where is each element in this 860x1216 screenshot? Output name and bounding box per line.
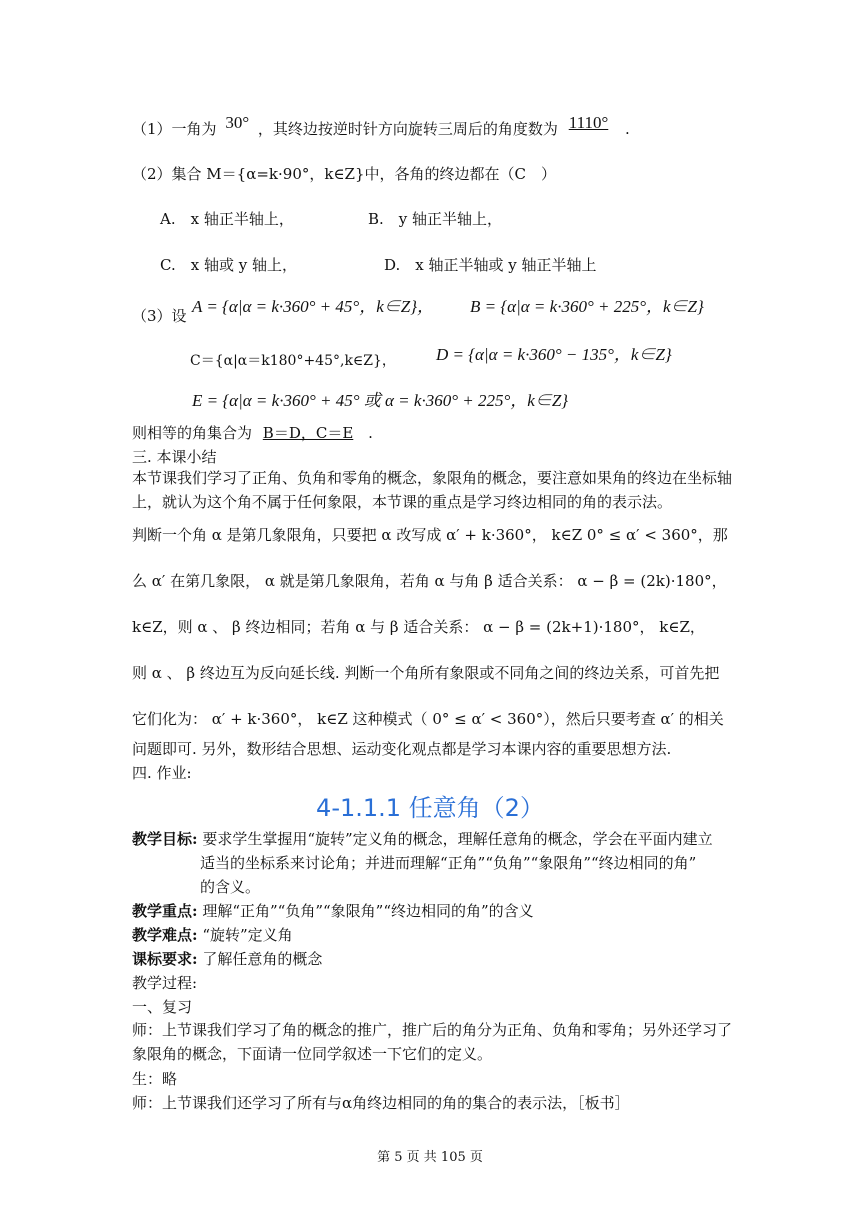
requirements-text: 了解任意角的概念 [202, 950, 323, 968]
question-1 [132, 113, 630, 139]
lesson-title: 4-1.1.1 任意角（2） [316, 794, 544, 822]
q2-option-b: B. y 轴正半轴上， [368, 210, 503, 228]
difficulties-label: 教学难点: [132, 926, 198, 944]
summary-line-5: 它们化为： α′ + k·360°， k∈Z 这种模式（ 0° ≤ α′ < 360°），然后只要考查 α′ 的相关 [132, 710, 724, 728]
goals-text-2: 适当的坐标系来讨论角；并进而理解“正角”“负角”“象限角”“终边相同的角” [200, 854, 697, 872]
question-2: （2）集合 M＝{α=k·90°，k∈Z}中，各角的终边都在（C ） [132, 165, 556, 183]
teaching-goals [132, 828, 713, 849]
goals-text: 要求学生掌握用“旋转”定义角的概念，理解任意角的概念，学会在平面内建立 [202, 830, 713, 848]
teacher-line-2: 师：上节课我们还学习了所有与α角终边相同的角的集合的表示法，［板书］ [132, 1094, 630, 1112]
summary-line-3: k∈Z，则 α 、 β 终边相同；若角 α 与 β 适合关系： α − β = (2k+1)·180°， k∈Z， [132, 618, 705, 636]
requirements-label: 课标要求: [132, 950, 198, 968]
teaching-difficulties [132, 924, 293, 945]
q2-option-d: D. x 轴正半轴或 y 轴正半轴上 [384, 256, 597, 274]
teaching-key-points [132, 900, 534, 921]
set-a: A = {α|α = k·360° + 45°，k∈Z}， [192, 297, 435, 316]
q1-suffix: . [625, 120, 630, 138]
key-points-label: 教学重点: [132, 902, 198, 920]
q1-answer: 1110° [568, 113, 609, 132]
q2-option-c: C. x 轴或 y 轴上， [160, 256, 297, 274]
student-line: 生：略 [132, 1070, 178, 1088]
goals-text-3: 的含义。 [200, 878, 261, 896]
summary-line-6: 问题即可. 另外，数形结合思想、运动变化观点都是学习本课内容的重要思想方法. [132, 740, 672, 758]
conclusion-prefix: 则相等的角集合为 [132, 424, 253, 442]
q2-option-a: A. x 轴正半轴上， [160, 210, 294, 228]
q1-middle: ，其终边按逆时针方向旋转三周后的角度数为 [257, 120, 558, 138]
conclusion-suffix: . [368, 424, 373, 442]
section-3-heading: 三. 本课小结 [132, 448, 217, 466]
key-points-text: 理解“正角”“负角”“象限角”“终边相同的角”的含义 [202, 902, 534, 920]
set-d: D = {α|α = k·360° − 135°，k∈Z} [436, 345, 672, 364]
curriculum-requirements [132, 948, 322, 969]
set-b: B = {α|α = k·360° + 225°，k∈Z} [470, 297, 704, 316]
summary-line-4: 则 α 、 β 终边互为反向延长线. 判断一个角所有象限或不同角之间的终边关系，可首先把 [132, 664, 720, 682]
q3-prefix: （3）设 [132, 307, 187, 325]
set-c: C＝{α|α＝k180°+45°,k∈Z}， [190, 353, 396, 369]
q1-angle: 30° [225, 113, 250, 132]
conclusion-answer: B＝D，C＝E [262, 424, 354, 442]
summary-line-1: 判断一个角 α 是第几象限角，只要把 α 改写成 α′ + k·360°， k∈Z 0° ≤ α′ < 360°，那 [132, 526, 728, 544]
process-heading: 教学过程: [132, 974, 198, 992]
q3-conclusion [132, 422, 373, 443]
goals-label: 教学目标: [132, 830, 198, 848]
section-4-heading: 四. 作业: [132, 764, 192, 782]
q1-prefix: （1）一角为 [132, 120, 217, 138]
set-e: E = {α|α = k·360° + 45° 或 α = k·360° + 225°，k∈Z} [192, 391, 569, 410]
review-heading: 一、复习 [132, 998, 193, 1016]
summary-line-2: 么 α′ 在第几象限， α 就是第几象限角，若角 α 与角 β 适合关系： α − β = (2k)·180°， [132, 572, 727, 590]
summary-paragraph: 本节课我们学习了正角、负角和零角的概念，象限角的概念，要注意如果角的终边在坐标轴上，就认为这个角不属于任何象限，本节课的重点是学习终边相同的角的表示法。 [132, 469, 733, 511]
difficulties-text: “旋转”定义角 [202, 926, 293, 944]
teacher-line-1: 师：上节课我们学习了角的概念的推广，推广后的角分为正角、负角和零角；另外还学习了象限角的概念，下面请一位同学叙述一下它们的定义。 [132, 1021, 733, 1063]
page-footer: 第 5 页 共 105 页 [377, 1150, 483, 1165]
